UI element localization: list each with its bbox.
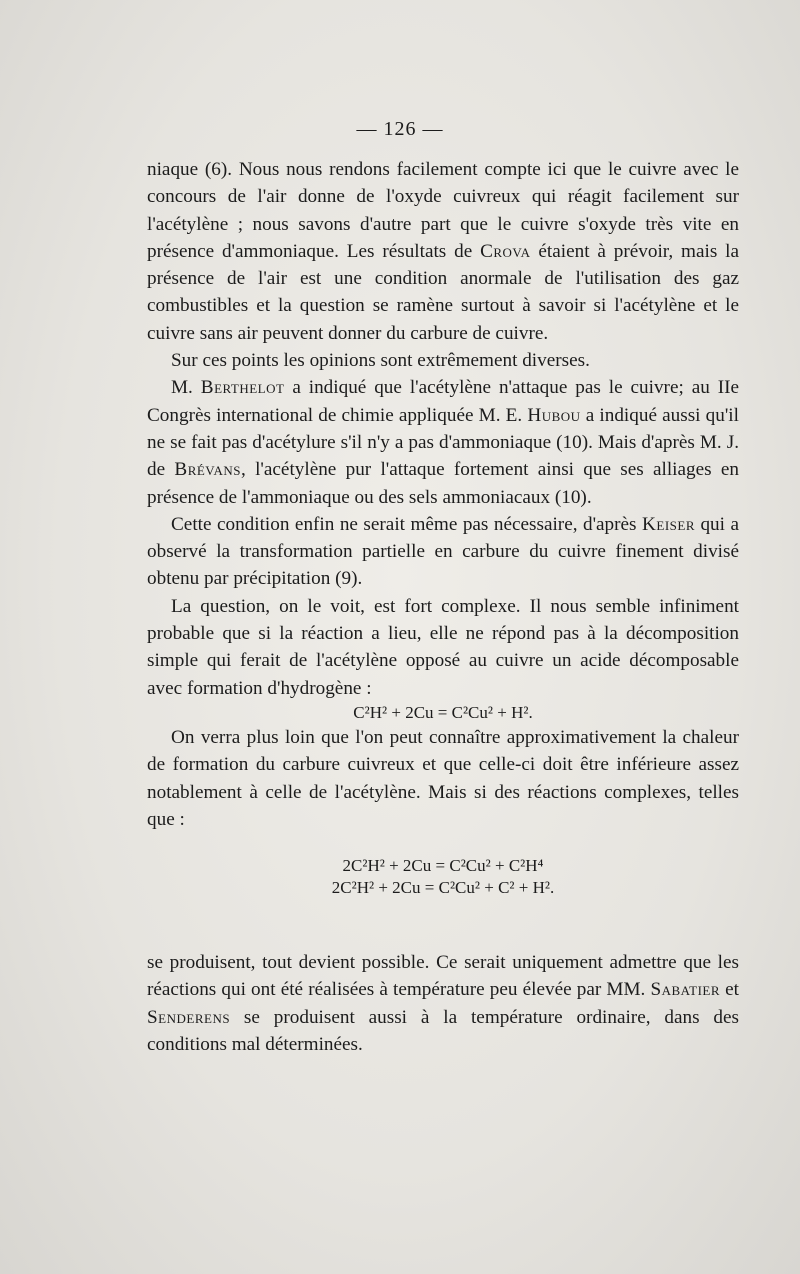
paragraph-6: On verra plus loin que l'on peut connaître approximativement la chaleur de formation du carbure cuivreux et que celle-ci doit être inférieure assez notablement à celle de l'acétylène. Mais si des réactions complexes, telles que : — [147, 726, 739, 830]
equation-1: C²H² + 2Cu = C²Cu² + H². — [353, 702, 533, 722]
author-name: Keiser — [642, 513, 695, 535]
equation-2: 2C²H² + 2Cu = C²Cu² + C²H⁴ — [342, 856, 544, 876]
author-name: Sabatier — [650, 979, 721, 1001]
paragraph-5: La question, on le voit, est fort complexe. Il nous semble infiniment probable que si la réaction a lieu, elle ne répond pas à la décomposition simple qui ferait de l'acétylène opposé au cuivre un acide décomposable avec formation d'hydrogène : — [147, 595, 739, 699]
author-name: Brévans — [174, 459, 242, 481]
body-text — [147, 156, 739, 1058]
page-number: — 126 — — [356, 118, 444, 140]
paragraph-1: niaque (6). Nous nous rendons facilement compte ici que le cuivre avec le concours de l'air donne de l'oxyde cuivreux qui réagit facilement sur l'acétylène ; nous savons d'autre part que le cuivre s'oxyde très vite en présence d'ammoniaque. Les résultats de Crova étaient à prévoir, mais la présence de l'air est une condition anormale de l'utilisation des gaz combustibles et la question se ramène surtout à savoir si l'acétylène et le cuivre sans air peuvent donner du carbure de cuivre. — [147, 159, 739, 344]
author-name: Hubou — [527, 404, 581, 426]
equation-block — [147, 855, 739, 899]
author-name: Senderens — [147, 1006, 231, 1028]
paragraph-7: se produisent, tout devient possible. Ce serait uniquement admettre que les réactions qui ont été réalisées à température peu élevée par MM. Sabatier et Senderens se produisent aussi à la température ordinaire, dans des conditions mal déterminées. — [147, 952, 739, 1056]
paragraph-2: Sur ces points les opinions sont extrêmement diverses. — [171, 350, 590, 372]
paragraph-3: M. Berthelot a indiqué que l'acétylène n'attaque pas le cuivre; au IIe Congrès international de chimie appliquée M. E. Hubou a indiqué aussi qu'il ne se fait pas d'acétylure s'il n'y a pas d'ammoniaque (10). Mais d'après M. J. de Brévans, l'acétylène pur l'attaque fortement ainsi que ses alliages en présence de l'ammoniaque ou des sels ammoniacaux (10). — [147, 377, 740, 508]
author-name: Crova — [480, 240, 531, 262]
equation-3: 2C²H² + 2Cu = C²Cu² + C² + H². — [331, 878, 555, 898]
paragraph-4: Cette condition enfin ne serait même pas nécessaire, d'après Keiser qui a observé la transformation partielle en carbure du cuivre finement divisé obtenu par précipitation (9). — [147, 513, 739, 590]
author-name: Berthelot — [200, 377, 285, 399]
